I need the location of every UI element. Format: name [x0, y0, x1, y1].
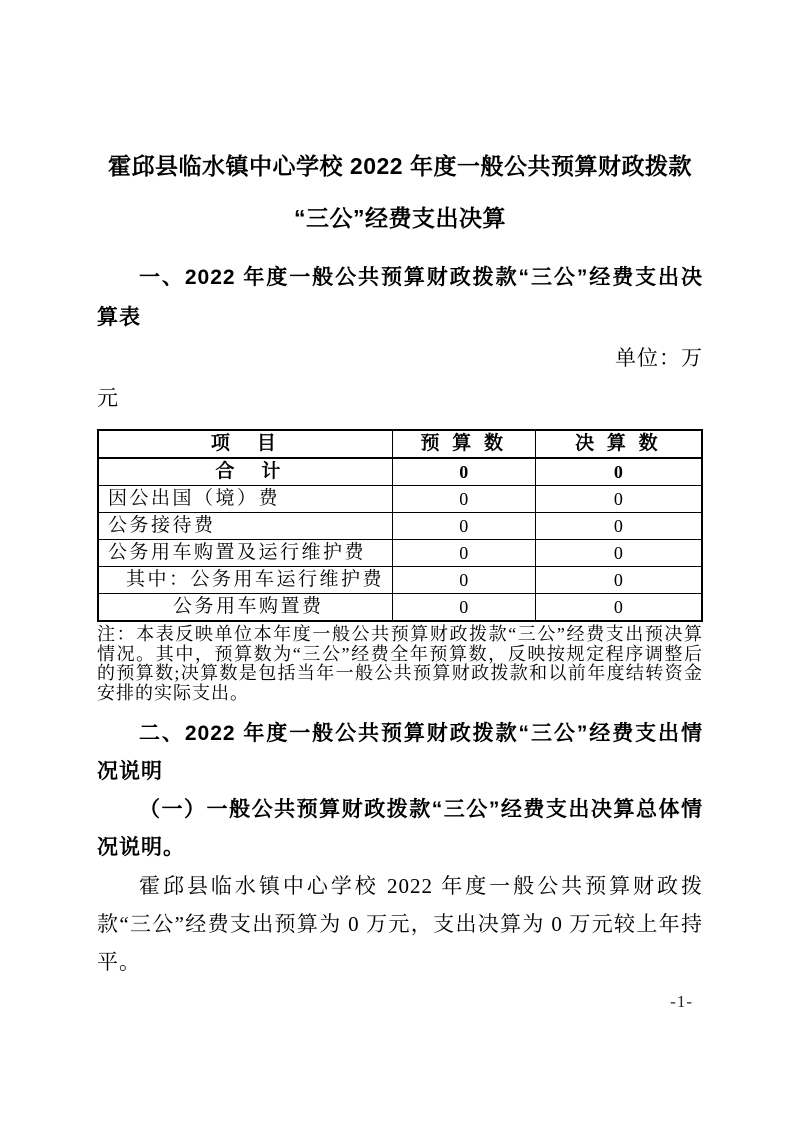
row-final-value: 0	[535, 540, 702, 567]
row-budget-value: 0	[392, 567, 535, 594]
unit-label-line-1: 单位：万	[615, 346, 703, 370]
row-item-label: 合 计	[98, 458, 392, 486]
document-content	[97, 0, 703, 981]
row-final-value: 0	[535, 567, 702, 594]
row-budget-value: 0	[392, 486, 535, 513]
page-number: -1-	[670, 992, 693, 1011]
table-row-vehicle-purchase	[98, 594, 702, 622]
row-item-label: 公务用车购置费	[98, 594, 392, 622]
row-budget-value: 0	[392, 540, 535, 567]
row-final-value: 0	[535, 486, 702, 513]
table-header-row	[98, 430, 702, 458]
table-row-vehicle-maintenance	[98, 567, 702, 594]
section-2-paragraph: 霍邱县临水镇中心学校 2022 年度一般公共预算财政拨款“三公”经费支出预算为 0 万元，支出决算为 0 万元较上年持平。	[97, 874, 703, 974]
row-final-value: 0	[535, 594, 702, 622]
section-2-subheading: （一）一般公共预算财政拨款“三公”经费支出决算总体情况说明。	[97, 798, 703, 859]
row-item-label: 其中：公务用车运行维护费	[98, 567, 392, 594]
row-budget-value: 0	[392, 458, 535, 486]
row-final-value: 0	[535, 513, 702, 540]
table-footnote: 注：本表反映单位本年度一般公共预算财政拨款“三公”经费支出预决算情况。其中，预算数为“三公”经费全年预算数，反映按规定程序调整后的预算数;决算数是包括当年一般公共预算财政拨款和以前年度结转资金安排的实际支出。	[97, 624, 703, 703]
unit-label-line-2: 元	[97, 386, 119, 410]
row-budget-value: 0	[392, 594, 535, 622]
row-budget-value: 0	[392, 513, 535, 540]
column-header-final: 决 算 数	[535, 430, 702, 458]
table-row-abroad-expense	[98, 486, 702, 513]
three-public-expense-table	[97, 429, 703, 622]
table-row-total	[98, 458, 702, 486]
document-title-line-1: 霍邱县临水镇中心学校 2022 年度一般公共预算财政拨款	[108, 153, 692, 179]
table-row-vehicle-purchase-and-maintenance	[98, 540, 702, 567]
table-row-official-reception	[98, 513, 702, 540]
document-title-line-2: “三公”经费支出决算	[294, 205, 506, 231]
row-final-value: 0	[535, 458, 702, 486]
section-2-heading: 二、2022 年度一般公共预算财政拨款“三公”经费支出情况说明	[97, 722, 703, 783]
row-item-label: 因公出国（境）费	[98, 486, 392, 513]
row-item-label: 公务接待费	[98, 513, 392, 540]
section-1-heading: 一、2022 年度一般公共预算财政拨款“三公”经费支出决算表	[97, 266, 703, 329]
column-header-budget: 预 算 数	[392, 430, 535, 458]
column-header-item: 项 目	[98, 430, 392, 458]
row-item-label: 公务用车购置及运行维护费	[98, 540, 392, 567]
